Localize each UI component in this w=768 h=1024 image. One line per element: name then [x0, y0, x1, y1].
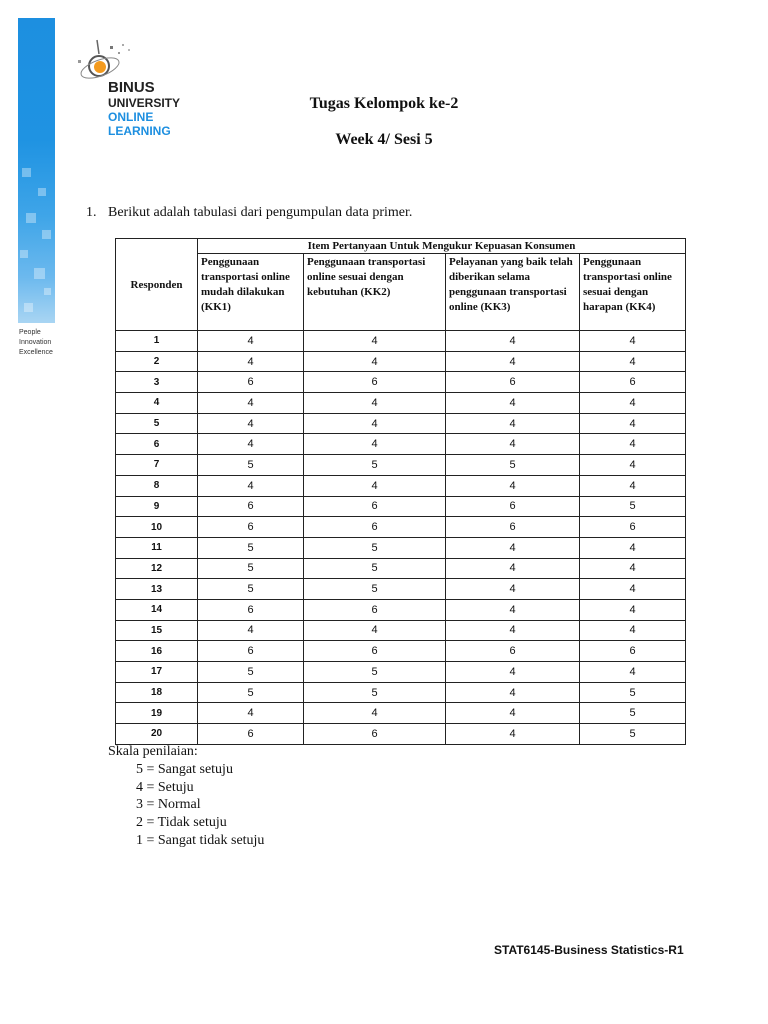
scale-items: [108, 761, 264, 850]
cell-kk2: 5: [304, 537, 446, 558]
cell-kk3: 6: [446, 641, 580, 662]
cell-responden: 10: [116, 517, 198, 538]
cell-kk4: 4: [580, 434, 686, 455]
scale-item: 2 = Tidak setuju: [136, 815, 227, 831]
cell-responden: 18: [116, 682, 198, 703]
cell-kk1: 4: [198, 413, 304, 434]
scale-item: 3 = Normal: [136, 797, 201, 813]
cell-responden: 16: [116, 641, 198, 662]
cell-kk1: 4: [198, 393, 304, 414]
header-kk3: Pelayanan yang baik telah diberikan selama penggunaan transportasi online (KK3): [446, 254, 580, 331]
cell-kk2: 6: [304, 517, 446, 538]
table-row: [116, 496, 686, 517]
cell-kk3: 4: [446, 620, 580, 641]
cell-kk2: 6: [304, 599, 446, 620]
table-row: [116, 662, 686, 683]
header-group: Item Pertanyaan Untuk Mengukur Kepuasan Konsumen: [198, 239, 686, 254]
cell-kk4: 4: [580, 351, 686, 372]
cell-responden: 15: [116, 620, 198, 641]
cell-kk1: 6: [198, 724, 304, 745]
cell-responden: 3: [116, 372, 198, 393]
cell-responden: 2: [116, 351, 198, 372]
cell-kk3: 4: [446, 724, 580, 745]
cell-kk1: 4: [198, 351, 304, 372]
cell-kk1: 5: [198, 662, 304, 683]
table-row: [116, 558, 686, 579]
cell-kk3: 4: [446, 558, 580, 579]
cell-kk2: 5: [304, 662, 446, 683]
table-row: [116, 599, 686, 620]
document-subtitle: Week 4/ Sesi 5: [335, 131, 433, 148]
logo-line-binus: BINUS: [108, 79, 155, 96]
table-row: [116, 351, 686, 372]
cell-kk2: 5: [304, 558, 446, 579]
brand-tagline: [19, 328, 53, 358]
cell-kk1: 4: [198, 475, 304, 496]
cell-kk3: 5: [446, 455, 580, 476]
scale-item: 1 = Sangat tidak setuju: [136, 832, 265, 848]
tagline-innovation: Innovation: [19, 339, 52, 346]
cell-kk2: 5: [304, 455, 446, 476]
tagline-people: People: [19, 329, 41, 336]
cell-responden: 11: [116, 537, 198, 558]
data-table: [115, 238, 686, 745]
table-row: [116, 372, 686, 393]
cell-kk2: 4: [304, 351, 446, 372]
cell-kk4: 4: [580, 413, 686, 434]
cell-kk4: 5: [580, 496, 686, 517]
cell-kk2: 4: [304, 475, 446, 496]
cell-kk3: 6: [446, 372, 580, 393]
cell-kk1: 4: [198, 434, 304, 455]
cell-kk1: 5: [198, 682, 304, 703]
cell-kk2: 4: [304, 331, 446, 352]
question-1: [86, 205, 412, 221]
cell-kk2: 4: [304, 413, 446, 434]
cell-kk3: 4: [446, 537, 580, 558]
header-kk2: Penggunaan transportasi online sesuai dengan kebutuhan (KK2): [304, 254, 446, 331]
cell-kk3: 4: [446, 662, 580, 683]
cell-kk4: 4: [580, 475, 686, 496]
header-responden: Responden: [116, 239, 198, 331]
cell-responden: 13: [116, 579, 198, 600]
logo-line-university: UNIVERSITY: [108, 96, 181, 110]
cell-kk4: 6: [580, 641, 686, 662]
cell-responden: 19: [116, 703, 198, 724]
header-kk4: Penggunaan transportasi online sesuai dengan harapan (KK4): [580, 254, 686, 331]
cell-kk2: 5: [304, 579, 446, 600]
cell-responden: 20: [116, 724, 198, 745]
cell-kk1: 6: [198, 372, 304, 393]
cell-kk1: 4: [198, 620, 304, 641]
brand-sidebar-strip: [18, 18, 55, 323]
header-kk1: Penggunaan transportasi online mudah dilakukan (KK1): [198, 254, 304, 331]
table-row: [116, 703, 686, 724]
cell-responden: 8: [116, 475, 198, 496]
cell-kk3: 4: [446, 682, 580, 703]
cell-responden: 14: [116, 599, 198, 620]
question-number: 1.: [86, 205, 97, 220]
cell-kk2: 6: [304, 372, 446, 393]
table-row: [116, 331, 686, 352]
cell-kk4: 4: [580, 579, 686, 600]
table-row: [116, 475, 686, 496]
cell-kk4: 4: [580, 393, 686, 414]
cell-responden: 7: [116, 455, 198, 476]
cell-kk3: 4: [446, 331, 580, 352]
cell-kk4: 6: [580, 372, 686, 393]
cell-kk3: 6: [446, 496, 580, 517]
cell-kk3: 4: [446, 579, 580, 600]
cell-kk1: 5: [198, 558, 304, 579]
document-title: Tugas Kelompok ke-2: [309, 95, 459, 112]
cell-kk3: 4: [446, 703, 580, 724]
cell-kk2: 4: [304, 703, 446, 724]
cell-kk4: 4: [580, 558, 686, 579]
cell-kk4: 4: [580, 620, 686, 641]
cell-responden: 9: [116, 496, 198, 517]
cell-kk4: 5: [580, 703, 686, 724]
logo-line-online: ONLINE: [108, 110, 154, 124]
cell-kk1: 5: [198, 579, 304, 600]
cell-kk3: 4: [446, 393, 580, 414]
course-footer: STAT6145-Business Statistics-R1: [494, 943, 684, 957]
cell-kk2: 6: [304, 496, 446, 517]
cell-kk3: 4: [446, 413, 580, 434]
scale-item: 4 = Setuju: [136, 779, 194, 795]
cell-kk2: 4: [304, 434, 446, 455]
cell-kk2: 6: [304, 724, 446, 745]
table-row: [116, 393, 686, 414]
cell-responden: 17: [116, 662, 198, 683]
cell-responden: 1: [116, 331, 198, 352]
cell-kk3: 6: [446, 517, 580, 538]
rating-scale: [108, 743, 264, 850]
cell-responden: 12: [116, 558, 198, 579]
cell-responden: 4: [116, 393, 198, 414]
cell-kk2: 4: [304, 393, 446, 414]
cell-kk2: 4: [304, 620, 446, 641]
table-row: [116, 537, 686, 558]
cell-responden: 6: [116, 434, 198, 455]
cell-kk1: 6: [198, 496, 304, 517]
scale-item: 5 = Sangat setuju: [136, 761, 233, 777]
cell-kk1: 6: [198, 517, 304, 538]
cell-kk1: 6: [198, 641, 304, 662]
cell-responden: 5: [116, 413, 198, 434]
table-row: [116, 517, 686, 538]
cell-kk3: 4: [446, 434, 580, 455]
cell-kk4: 5: [580, 682, 686, 703]
cell-kk1: 5: [198, 537, 304, 558]
table-row: [116, 641, 686, 662]
cell-kk1: 5: [198, 455, 304, 476]
table-row: [116, 724, 686, 745]
cell-kk3: 4: [446, 475, 580, 496]
cell-kk4: 4: [580, 455, 686, 476]
table-row: [116, 413, 686, 434]
cell-kk3: 4: [446, 351, 580, 372]
cell-kk1: 4: [198, 331, 304, 352]
cell-kk2: 6: [304, 641, 446, 662]
table-row: [116, 434, 686, 455]
cell-kk4: 5: [580, 724, 686, 745]
table-row: [116, 579, 686, 600]
cell-kk3: 4: [446, 599, 580, 620]
cell-kk2: 5: [304, 682, 446, 703]
question-text: Berikut adalah tabulasi dari pengumpulan data primer.: [108, 205, 413, 220]
cell-kk4: 4: [580, 537, 686, 558]
table-row: [116, 455, 686, 476]
cell-kk1: 4: [198, 703, 304, 724]
tagline-excellence: Excellence: [19, 349, 53, 356]
cell-kk1: 6: [198, 599, 304, 620]
logo-line-learning: LEARNING: [108, 124, 171, 138]
cell-kk4: 4: [580, 331, 686, 352]
table-body: [116, 331, 686, 745]
table-row: [116, 620, 686, 641]
cell-kk4: 4: [580, 599, 686, 620]
cell-kk4: 6: [580, 517, 686, 538]
scale-title: Skala penilaian:: [108, 744, 198, 759]
table-row: [116, 682, 686, 703]
cell-kk4: 4: [580, 662, 686, 683]
